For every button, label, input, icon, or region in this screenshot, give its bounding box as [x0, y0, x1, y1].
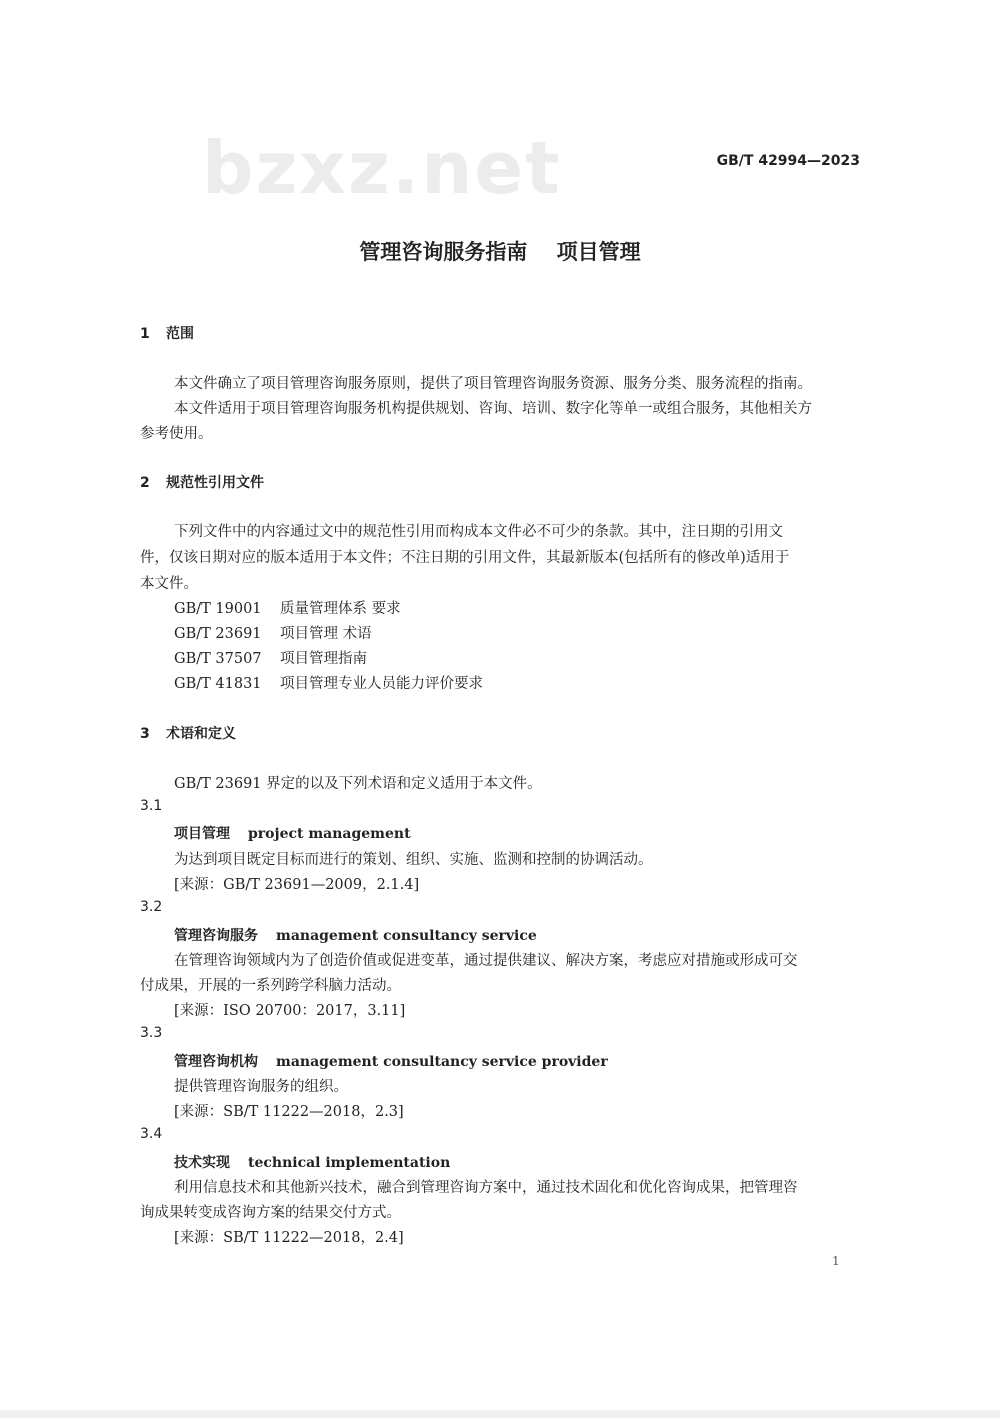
- term-heading: [174, 1051, 608, 1071]
- term-zh: 项目管理: [174, 826, 230, 842]
- reference-code: GB/T 37507: [174, 651, 262, 667]
- standard-number: GB/T 42994—2023: [716, 153, 860, 169]
- page-title: 管理咨询服务指南 项目管理: [359, 240, 641, 264]
- page-bottom-edge: [0, 1410, 1000, 1418]
- paragraph-line: 本文件。: [140, 576, 198, 592]
- page-number: 1: [832, 1254, 840, 1268]
- clause-number: 3.2: [140, 899, 163, 915]
- section-title: 规范性引用文件: [166, 475, 264, 491]
- section-title: 范围: [166, 326, 194, 342]
- paragraph-line: 本文件确立了项目管理咨询服务原则，提供了项目管理咨询服务资源、服务分类、服务流程的指南。: [174, 376, 812, 392]
- reference-title: 项目管理专业人员能力评价要求: [280, 676, 483, 692]
- definition-line: 为达到项目既定目标而进行的策划、组织、实施、监测和控制的协调活动。: [174, 852, 653, 868]
- paragraph-line: 参考使用。: [140, 426, 213, 442]
- paragraph-line: 下列文件中的内容通过文中的规范性引用而构成本文件必不可少的条款。其中，注日期的引用文: [174, 524, 783, 540]
- definition-line: 提供管理咨询服务的组织。: [174, 1079, 348, 1095]
- reference-code: GB/T 23691: [174, 626, 262, 642]
- reference-item: [174, 672, 483, 693]
- term-source: [来源：ISO 20700：2017，3.11]: [174, 1003, 406, 1019]
- reference-code: GB/T 19001: [174, 601, 262, 617]
- term-source: [来源：SB/T 11222—2018，2.3]: [174, 1104, 404, 1120]
- term-heading: [174, 925, 537, 945]
- paragraph-line: 本文件适用于项目管理咨询服务机构提供规划、咨询、培训、数字化等单一或组合服务，其他相关方: [174, 401, 812, 417]
- definition-line: 询成果转变成咨询方案的结果交付方式。: [140, 1205, 401, 1221]
- reference-item: [174, 622, 372, 643]
- reference-item: [174, 647, 367, 668]
- watermark: bzxz.net: [202, 126, 562, 210]
- reference-title: 质量管理体系 要求: [280, 601, 401, 617]
- term-en: technical implementation: [248, 1155, 451, 1171]
- clause-number: 3.3: [140, 1025, 163, 1041]
- section-title: 术语和定义: [166, 726, 236, 742]
- definition-line: 付成果，开展的一系列跨学科脑力活动。: [140, 978, 401, 994]
- section-number: 3: [140, 726, 150, 742]
- clause-number: 3.4: [140, 1126, 163, 1142]
- term-en: management consultancy service provider: [276, 1054, 608, 1070]
- term-zh: 技术实现: [174, 1155, 230, 1171]
- section-heading-scope: [140, 323, 194, 343]
- reference-title: 项目管理 术语: [280, 626, 372, 642]
- definition-line: 利用信息技术和其他新兴技术，融合到管理咨询方案中，通过技术固化和优化咨询成果，把管理咨: [174, 1180, 798, 1196]
- term-zh: 管理咨询服务: [174, 928, 258, 944]
- term-heading: [174, 823, 411, 843]
- paragraph-line: 件，仅该日期对应的版本适用于本文件；不注日期的引用文件，其最新版本(包括所有的修改单)适用于: [140, 550, 790, 566]
- term-en: project management: [248, 826, 411, 842]
- term-heading: [174, 1152, 450, 1172]
- reference-item: [174, 597, 401, 618]
- section-heading-normative-references: [140, 472, 264, 492]
- reference-code: GB/T 41831: [174, 676, 262, 692]
- clause-number: 3.1: [140, 798, 163, 814]
- term-source: [来源：SB/T 11222—2018，2.4]: [174, 1230, 404, 1246]
- term-source: [来源：GB/T 23691—2009，2.1.4]: [174, 877, 420, 893]
- reference-title: 项目管理指南: [280, 651, 367, 667]
- section-number: 1: [140, 326, 150, 342]
- section-number: 2: [140, 475, 150, 491]
- section-heading-terms: [140, 723, 236, 743]
- term-en: management consultancy service: [276, 928, 537, 944]
- definition-line: 在管理咨询领域内为了创造价值或促进变革，通过提供建议、解决方案，考虑应对措施或形成可交: [174, 953, 798, 969]
- paragraph-line: GB/T 23691 界定的以及下列术语和定义适用于本文件。: [174, 776, 542, 792]
- term-zh: 管理咨询机构: [174, 1054, 258, 1070]
